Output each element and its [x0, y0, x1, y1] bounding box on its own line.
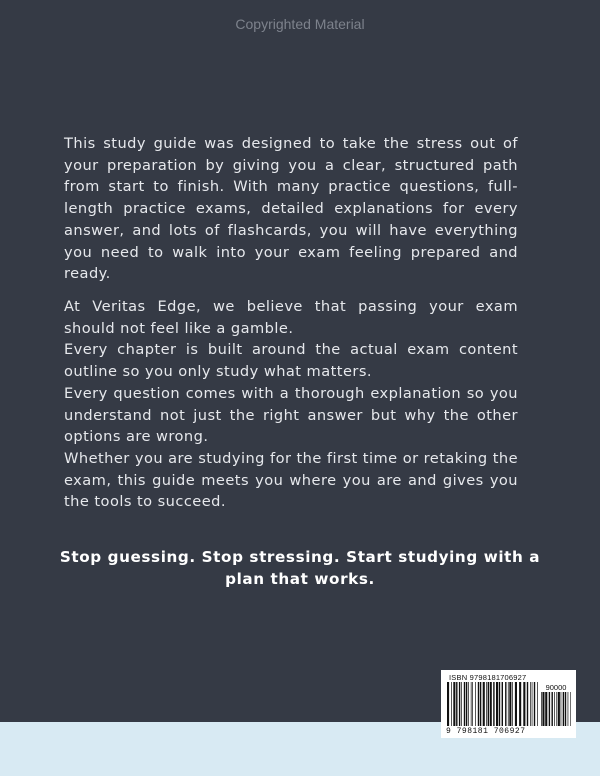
tagline: Stop guessing. Stop stressing. Start studying with a plan that works.: [59, 548, 541, 588]
barcode-digits: 9 798181 706927: [446, 727, 526, 736]
description-paragraph: This study guide was designed to take the stress out of your preparation by giving you a clear, structured path from start to finish. With many practice questions, full-length practice exams, detailed explanations for every answer, and lots of flashcards, you will have everything you need to walk into your exam feeling prepared and ready.: [64, 135, 518, 283]
barcode-bars-addon-icon: [541, 692, 571, 726]
veritas-edge-paragraph: [64, 296, 518, 513]
paragraph-line-chapters: Every chapter is built around the actual exam content outline so you only study what matters.: [64, 341, 518, 381]
price-code: 90000: [545, 683, 567, 692]
isbn-barcode: [441, 670, 576, 738]
isbn-label: ISBN 9798181706927: [449, 673, 527, 682]
paragraph-line-audience: Whether you are studying for the first time or retaking the exam, this guide meets you where you are and gives you the tools to succeed.: [64, 449, 518, 511]
paragraph-line-belief: At Veritas Edge, we believe that passing your exam should not feel like a gamble.: [64, 298, 518, 337]
copyright-watermark-top: Copyrighted Material: [235, 16, 365, 32]
barcode-bars-main-icon: [447, 682, 539, 726]
paragraph-line-questions: Every question comes with a thorough explanation so you understand not just the right answer but why the other options are wrong.: [64, 384, 518, 446]
